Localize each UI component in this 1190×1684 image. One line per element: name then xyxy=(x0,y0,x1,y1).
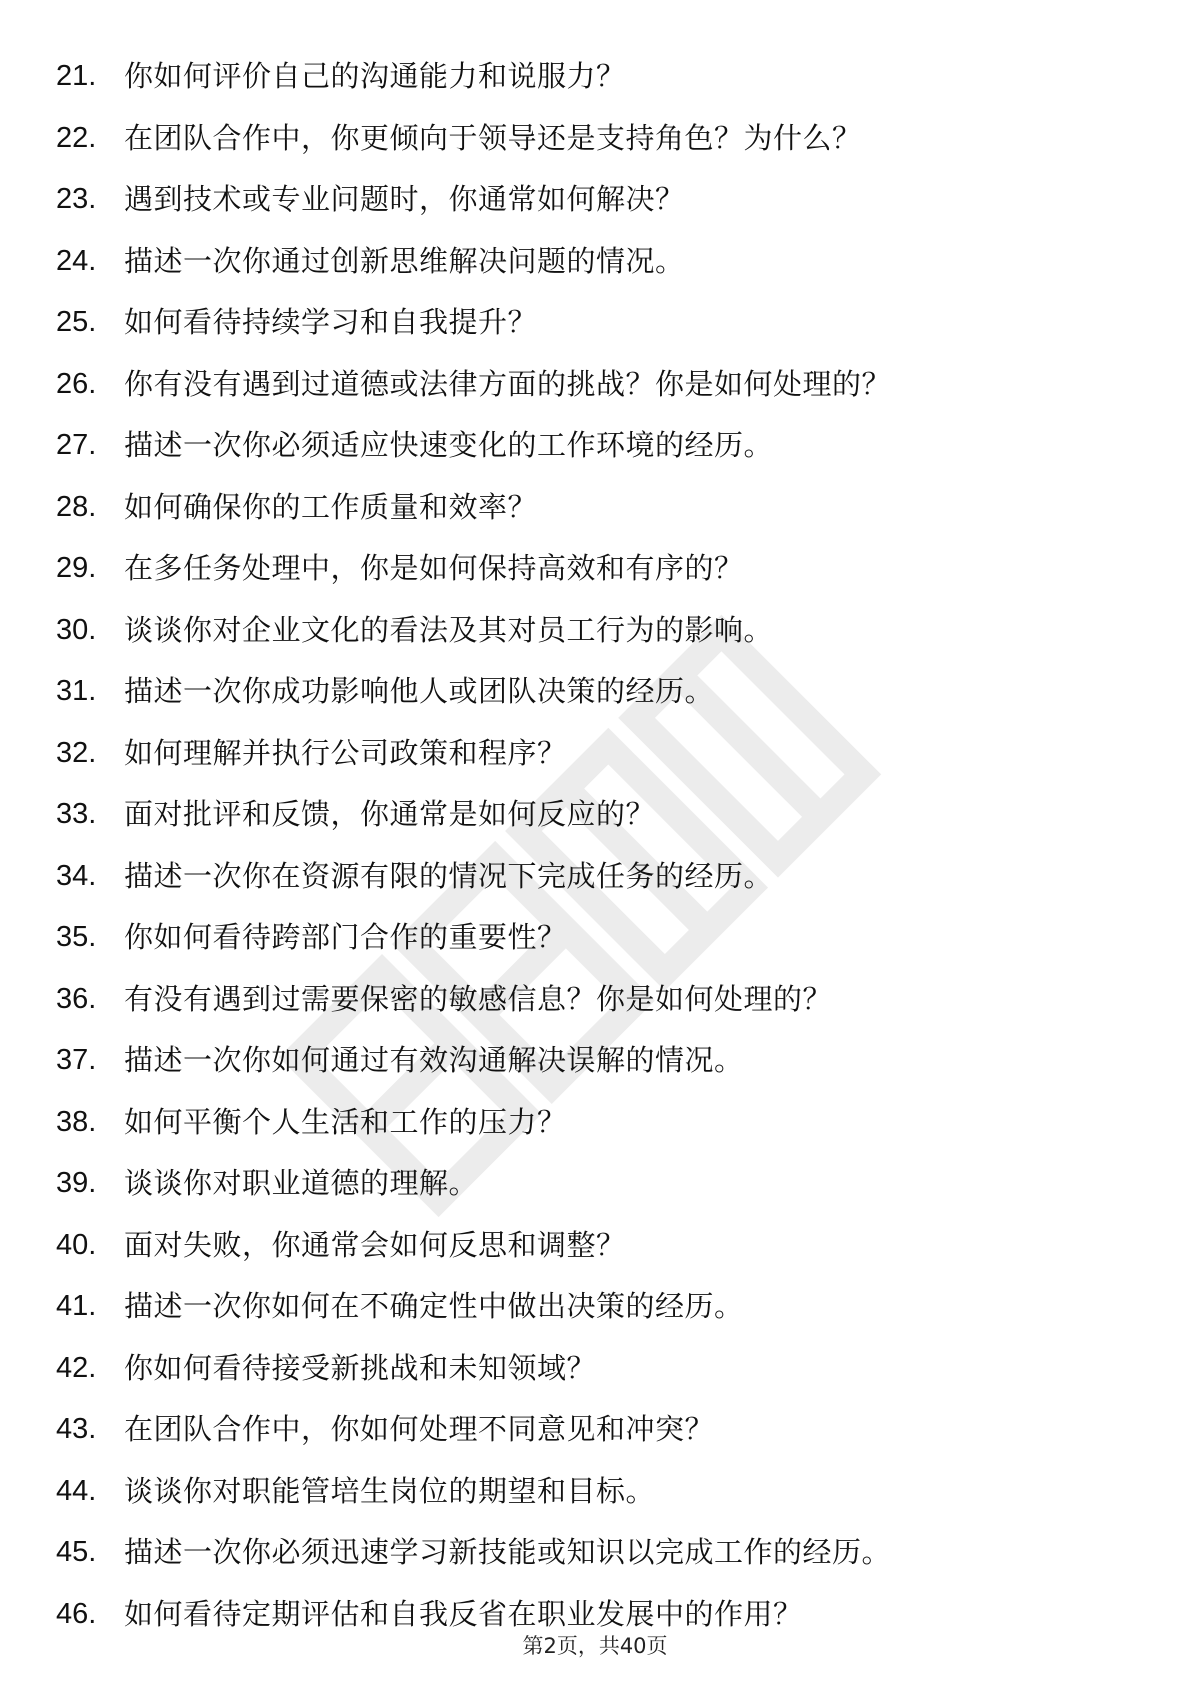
question-list xyxy=(56,46,1136,1645)
question-item xyxy=(56,1399,1136,1461)
question-number: 27. xyxy=(56,429,97,462)
question-number: 46. xyxy=(56,1597,97,1630)
question-text: 你如何看待跨部门合作的重要性？ xyxy=(124,920,567,955)
question-text: 有没有遇到过需要保密的敏感信息？你是如何处理的？ xyxy=(124,981,833,1016)
question-item xyxy=(56,907,1136,969)
question-item xyxy=(56,1522,1136,1584)
question-number: 23. xyxy=(56,183,97,216)
question-number: 25. xyxy=(56,306,97,339)
question-text: 描述一次你成功影响他人或团队决策的经历。 xyxy=(124,674,715,709)
question-item xyxy=(56,354,1136,416)
question-number: 39. xyxy=(56,1167,97,1200)
question-number: 30. xyxy=(56,613,97,646)
question-text: 遇到技术或专业问题时，你通常如何解决？ xyxy=(124,182,685,217)
question-text: 谈谈你对职业道德的理解。 xyxy=(124,1166,479,1201)
question-item xyxy=(56,231,1136,293)
question-number: 24. xyxy=(56,244,97,277)
question-item xyxy=(56,600,1136,662)
question-item xyxy=(56,415,1136,477)
question-text: 在多任务处理中，你是如何保持高效和有序的？ xyxy=(124,551,744,586)
question-number: 43. xyxy=(56,1413,97,1446)
question-text: 如何看待持续学习和自我提升？ xyxy=(124,305,538,340)
question-text: 谈谈你对职能管培生岗位的期望和目标。 xyxy=(124,1473,656,1508)
question-number: 35. xyxy=(56,921,97,954)
question-text: 谈谈你对企业文化的看法及其对员工行为的影响。 xyxy=(124,612,774,647)
question-item xyxy=(56,969,1136,1031)
question-number: 22. xyxy=(56,121,97,154)
question-number: 37. xyxy=(56,1044,97,1077)
question-number: 44. xyxy=(56,1474,97,1507)
question-number: 31. xyxy=(56,675,97,708)
question-text: 在团队合作中，你更倾向于领导还是支持角色？为什么？ xyxy=(124,120,862,155)
question-text: 你如何评价自己的沟通能力和说服力？ xyxy=(124,59,626,94)
question-number: 38. xyxy=(56,1105,97,1138)
question-item xyxy=(56,846,1136,908)
question-text: 如何确保你的工作质量和效率？ xyxy=(124,489,538,524)
question-item xyxy=(56,661,1136,723)
question-text: 如何平衡个人生活和工作的压力？ xyxy=(124,1104,567,1139)
question-item xyxy=(56,1461,1136,1523)
question-number: 32. xyxy=(56,736,97,769)
question-item xyxy=(56,723,1136,785)
question-item xyxy=(56,1092,1136,1154)
question-text: 描述一次你如何通过有效沟通解决误解的情况。 xyxy=(124,1043,744,1078)
question-text: 描述一次你在资源有限的情况下完成任务的经历。 xyxy=(124,858,774,893)
question-item xyxy=(56,1030,1136,1092)
question-text: 如何理解并执行公司政策和程序？ xyxy=(124,735,567,770)
question-text: 你有没有遇到过道德或法律方面的挑战？你是如何处理的？ xyxy=(124,366,892,401)
question-item xyxy=(56,46,1136,108)
question-item xyxy=(56,538,1136,600)
question-number: 36. xyxy=(56,982,97,1015)
question-item xyxy=(56,1276,1136,1338)
page-footer: 第2页，共40页 xyxy=(522,1634,668,1658)
question-text: 描述一次你必须适应快速变化的工作环境的经历。 xyxy=(124,428,774,463)
question-number: 29. xyxy=(56,552,97,585)
question-text: 在团队合作中，你如何处理不同意见和冲突？ xyxy=(124,1412,715,1447)
question-number: 45. xyxy=(56,1536,97,1569)
question-item xyxy=(56,1153,1136,1215)
question-text: 如何看待定期评估和自我反省在职业发展中的作用？ xyxy=(124,1596,803,1631)
question-number: 34. xyxy=(56,859,97,892)
question-item xyxy=(56,477,1136,539)
question-item xyxy=(56,784,1136,846)
question-number: 41. xyxy=(56,1290,97,1323)
question-number: 21. xyxy=(56,60,97,93)
question-item xyxy=(56,169,1136,231)
question-number: 26. xyxy=(56,367,97,400)
question-text: 面对批评和反馈，你通常是如何反应的？ xyxy=(124,797,656,832)
question-text: 面对失败，你通常会如何反思和调整？ xyxy=(124,1227,626,1262)
question-number: 42. xyxy=(56,1351,97,1384)
question-text: 描述一次你必须迅速学习新技能或知识以完成工作的经历。 xyxy=(124,1535,892,1570)
question-item xyxy=(56,1215,1136,1277)
question-item xyxy=(56,108,1136,170)
question-item xyxy=(56,1338,1136,1400)
question-text: 描述一次你通过创新思维解决问题的情况。 xyxy=(124,243,685,278)
question-number: 40. xyxy=(56,1228,97,1261)
question-number: 28. xyxy=(56,490,97,523)
question-text: 你如何看待接受新挑战和未知领域？ xyxy=(124,1350,597,1385)
question-number: 33. xyxy=(56,798,97,831)
question-item xyxy=(56,292,1136,354)
question-text: 描述一次你如何在不确定性中做出决策的经历。 xyxy=(124,1289,744,1324)
